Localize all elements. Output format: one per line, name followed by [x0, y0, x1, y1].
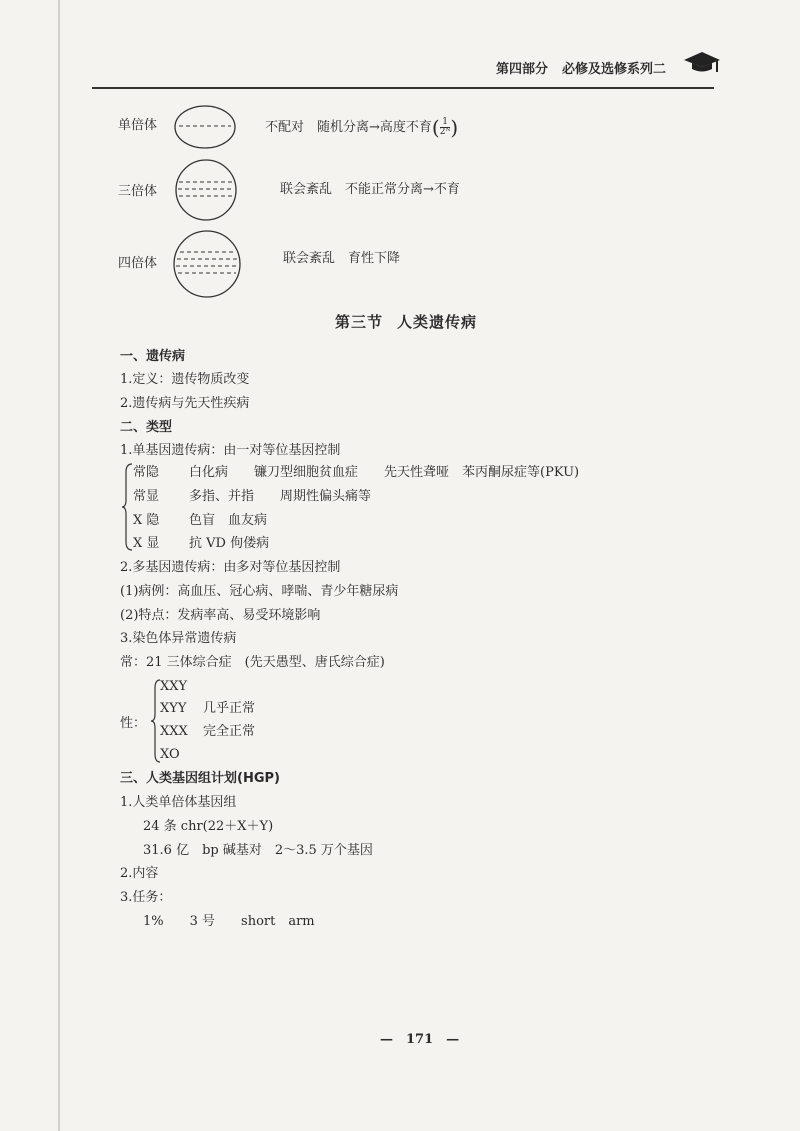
single-gene-type-ar: 常隐	[133, 465, 160, 480]
running-header	[496, 58, 666, 77]
line-chr-count: 24 条 chr(22＋X＋Y)	[143, 819, 274, 834]
ploidy-label-tetraploid: 四倍体	[118, 256, 158, 271]
sex-chrom-xo: XO	[160, 747, 180, 762]
line-congenital: 2.遗传病与先天性疾病	[120, 396, 250, 411]
header-rule	[92, 87, 714, 89]
section-number: 第三节	[335, 313, 384, 331]
single-gene-type-ad: 常显	[133, 489, 160, 504]
heading-genetic-disease: 一、遗传病	[120, 349, 186, 364]
tetraploid-cell-diagram	[172, 228, 242, 300]
heading-types: 二、类型	[120, 420, 173, 435]
page-number: — 171 —	[380, 1032, 460, 1047]
sex-chrom-label: 性：	[120, 716, 147, 731]
heading-hgp: 三、人类基因组计划(HGP)	[120, 771, 280, 786]
line-chromosome: 3.染色体异常遗传病	[120, 631, 237, 646]
line-definition: 1.定义：遗传物质改变	[120, 372, 250, 387]
sex-chrom-xyy-desc: 几乎正常	[203, 701, 256, 716]
header-subtitle: 必修及选修系列二	[562, 62, 667, 77]
ploidy-desc-tetraploid: 联会紊乱 育性下降	[283, 251, 401, 266]
line-bp-count: 31.6 亿 bp 碱基对 2～3.5 万个基因	[143, 843, 373, 858]
graduation-cap-icon	[682, 50, 722, 76]
fraction-1-over-2n	[440, 118, 451, 137]
single-gene-items-ad: 多指、并指 周期性偏头痛等	[189, 489, 372, 504]
line-single-gene: 1.单基因遗传病：由一对等位基因控制	[120, 443, 341, 458]
single-gene-items-ar: 白化病 镰刀型细胞贫血症 先天性聋哑 苯丙酮尿症等(PKU)	[189, 465, 580, 480]
page-number-value: 171	[406, 1032, 434, 1047]
single-gene-type-xr: X 隐	[133, 513, 160, 528]
triploid-cell-diagram	[173, 158, 239, 222]
ploidy-desc-triploid: 联会紊乱 不能正常分离→不育	[280, 182, 460, 197]
ploidy-label-triploid: 三倍体	[118, 184, 158, 199]
line-examples: (1)病例：高血压、冠心病、哮喘、青少年糖尿病	[120, 584, 399, 599]
line-multi-gene: 2.多基因遗传病：由多对等位基因控制	[120, 560, 341, 575]
header-section: 第四部分	[496, 62, 549, 77]
line-task-detail: 1% 3 号 short arm	[143, 914, 315, 929]
ploidy-label-haploid: 单倍体	[118, 118, 158, 133]
single-gene-type-xd: X 显	[133, 536, 160, 551]
section-name: 人类遗传病	[397, 313, 478, 331]
section-title	[335, 311, 477, 332]
fraction-numerator: 1	[440, 118, 451, 128]
sex-chrom-xxx-desc: 完全正常	[203, 724, 256, 739]
haploid-cell-diagram	[173, 104, 237, 150]
single-gene-items-xd: 抗 VD 佝偻病	[189, 536, 270, 551]
ploidy-desc-haploid-text: 不配对 随机分离→高度不育	[265, 120, 432, 135]
single-gene-items-xr: 色盲 血友病	[189, 513, 268, 528]
line-haploid-genome: 1.人类单倍体基因组	[120, 795, 237, 810]
line-features: (2)特点：发病率高、易受环境影响	[120, 608, 321, 623]
line-autosomal: 常：21 三体综合症 (先天愚型、唐氏综合症)	[120, 655, 385, 670]
line-tasks: 3.任务：	[120, 890, 172, 905]
page-edge	[58, 0, 60, 1131]
ploidy-desc-haploid: 不配对 随机分离→高度不育( $\frac{1}{\text{2ᴺ}}$ )	[265, 115, 459, 140]
line-content: 2.内容	[120, 866, 159, 881]
fraction-denominator: 2ᴺ	[439, 127, 451, 137]
sex-chrom-xxy: XXY	[160, 679, 188, 694]
sex-chrom-xxx: XXX	[160, 724, 188, 739]
sex-chrom-xyy: XYY	[160, 701, 187, 716]
